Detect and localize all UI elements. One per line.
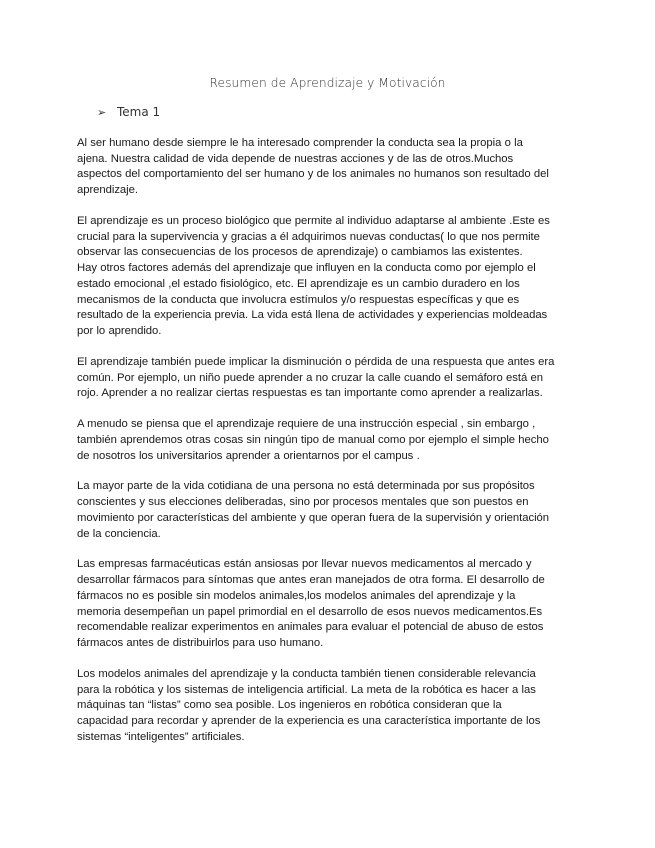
text-line: mecanismos de la conducta que involucra estímulos y/o respuestas específicas y que es — [77, 293, 520, 306]
text-line: aspectos del comportamiento del ser humano y de los animales no humanos son resultado del — [77, 168, 549, 181]
text-line: movimiento por características del ambiente y que operan fuera de la supervisión y orientación — [77, 511, 549, 524]
text-line: fármacos no es posible sin modelos animales,los modelos animales del aprendizaje y la — [77, 589, 516, 602]
paragraph — [77, 417, 585, 464]
page-title: Resumen de Aprendizaje y Motivación — [209, 76, 446, 90]
text-line: desarrollar fármacos para síntomas que antes eran manejados de otra forma. El desarrollo de — [77, 574, 545, 587]
text-line: por lo aprendido. — [77, 324, 162, 337]
text-line: conscientes y sus elecciones deliberadas, sino por procesos mentales que son puestos en — [77, 496, 529, 509]
bullet-item-tema — [97, 105, 160, 119]
text-line: también aprendemos otras cosas sin ningún tipo de manual como por ejemplo el simple hecho — [77, 433, 549, 446]
text-line: aprendizaje. — [77, 184, 138, 197]
body-text — [77, 136, 585, 761]
text-line: Hay otros factores además del aprendizaje que influyen en la conducta como por ejemplo el — [77, 262, 536, 275]
text-line: resultado de la experiencia previa. La vida está llena de actividades y experiencias moldeadas — [77, 309, 548, 322]
paragraph — [77, 557, 585, 651]
text-line: fármacos antes de distribuirlos para uso humano. — [77, 636, 324, 649]
text-line: máquinas tan “listas” como sea posible. Los ingenieros en robótica consideran que la — [77, 699, 502, 712]
text-line: capacidad para recordar y aprender de la experiencia es una característica importante de los — [77, 714, 541, 727]
text-line: crucial para la supervivencia y gracias a él adquirimos nuevas conductas( lo que nos permite — [77, 230, 540, 243]
text-line: rojo. Aprender a no realizar ciertas respuestas es tan importante como aprender a realizarlas. — [77, 387, 543, 400]
text-line: para la robótica y los sistemas de inteligencia artificial. La meta de la robótica es hacer a las — [77, 683, 536, 696]
text-line: La mayor parte de la vida cotidiana de una persona no está determinada por sus propósitos — [77, 480, 535, 493]
text-line: observar las consecuencias de los procesos de aprendizaje) o cambiamos las existentes. — [77, 246, 523, 259]
text-line: Al ser humano desde siempre le ha interesado comprender la conducta sea la propia o la — [77, 137, 523, 149]
paragraph — [77, 355, 585, 402]
text-line: ajena. Nuestra calidad de vida depende de nuestras acciones y de las de otros.Muchos — [77, 152, 514, 165]
bullet-label: Tema 1 — [117, 105, 161, 119]
paragraph — [77, 667, 585, 746]
text-line: común. Por ejemplo, un niño puede aprender a no cruzar la calle cuando el semáforo está en — [77, 371, 543, 384]
arrow-bullet-icon: ➢ — [97, 105, 107, 119]
text-line: de nosotros los universitarios aprender a orientarnos por el campus . — [77, 449, 420, 462]
text-line: recomendable realizar experimentos en animales para evaluar el potencial de abuso de estos — [77, 621, 544, 634]
text-line: El aprendizaje es un proceso biológico que permite al individuo adaptarse al ambiente .Este es — [77, 215, 550, 227]
text-line: Las empresas farmacéuticas están ansiosas por llevar nuevos medicamentos al mercado y — [77, 558, 532, 571]
text-line: memoria desempeñan un papel primordial en el desarrollo de esos nuevos medicamentos.Es — [77, 605, 543, 618]
paragraph — [77, 214, 585, 340]
paragraph — [77, 479, 585, 542]
text-line: sistemas “inteligentes” artificiales. — [77, 730, 245, 743]
text-line: estado emocional ,el estado fisiológico, etc. El aprendizaje es un cambio duradero en los — [77, 277, 520, 290]
text-line: A menudo se piensa que el aprendizaje requiere de una instrucción especial , sin embargo , — [77, 418, 536, 431]
text-line: de la conciencia. — [77, 527, 161, 540]
paragraph — [77, 136, 585, 199]
text-line: Los modelos animales del aprendizaje y la conducta también tienen considerable relevancia — [77, 667, 536, 680]
text-line: El aprendizaje también puede implicar la disminución o pérdida de una respuesta que antes era — [77, 355, 555, 368]
